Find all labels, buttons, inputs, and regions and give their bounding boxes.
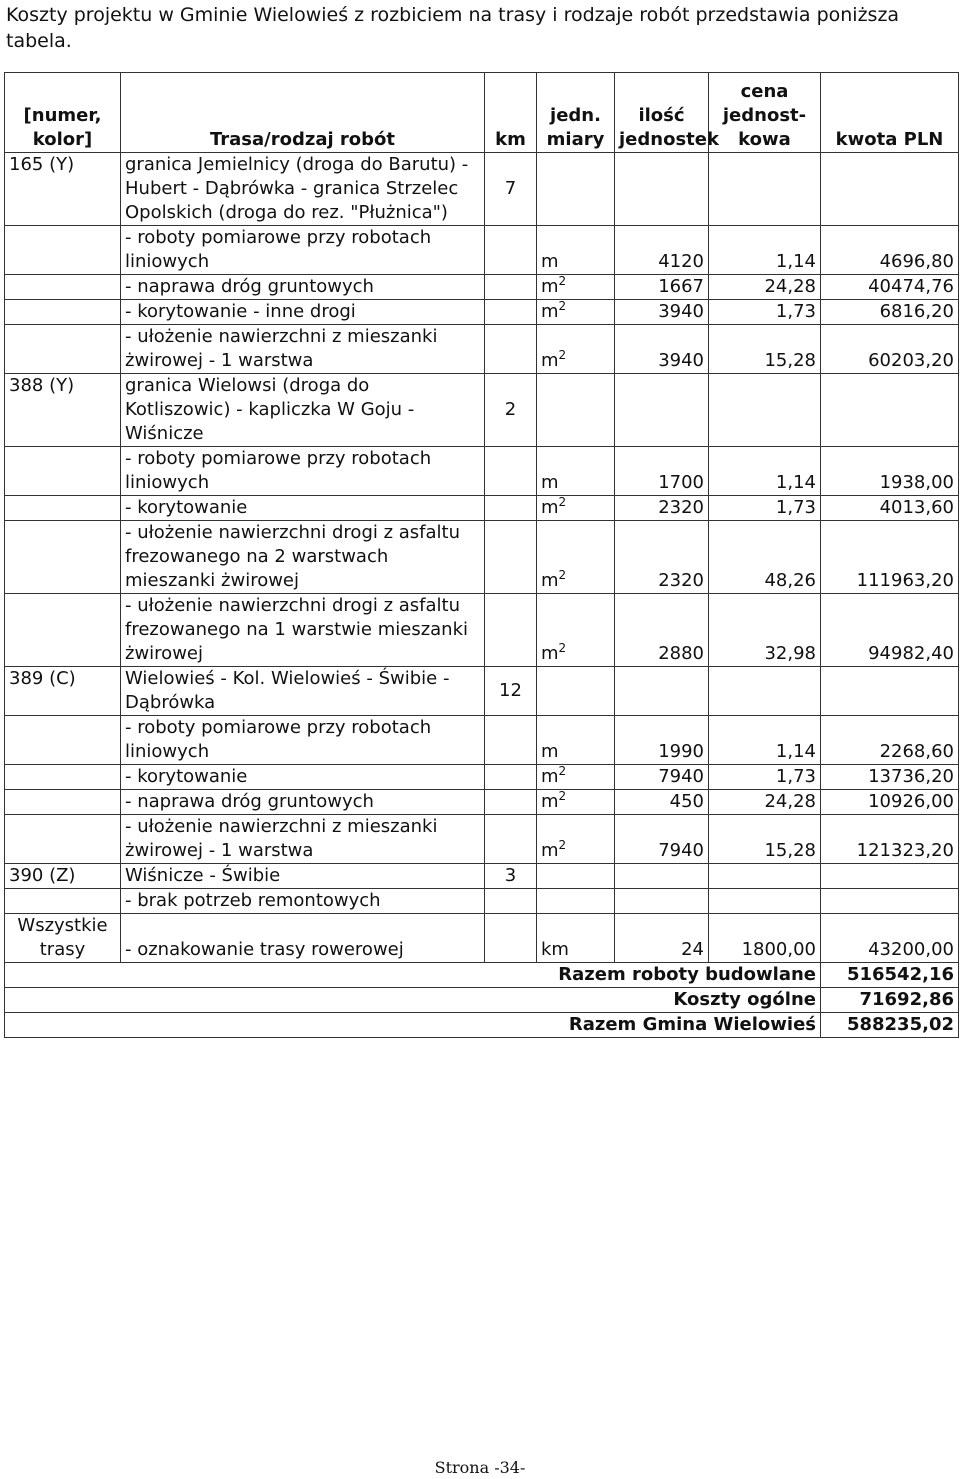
unit-price: 15,28 (709, 325, 821, 374)
unit-price: 48,26 (709, 521, 821, 594)
work-name: - roboty pomiarowe przy robotach liniowych (121, 447, 485, 496)
route-km: 12 (485, 667, 537, 716)
total-value: 71692,86 (821, 988, 959, 1013)
unit-empty (537, 864, 615, 889)
km-empty (485, 226, 537, 275)
amount-empty (821, 153, 959, 226)
route-id-empty (5, 521, 121, 594)
km-empty (485, 275, 537, 300)
unit (537, 325, 615, 374)
work-row (5, 275, 959, 300)
route-name: Wielowieś - Kol. Wielowieś - Świbie - Dąbrówka (121, 667, 485, 716)
unit-exponent: 2 (558, 495, 567, 509)
amount: 4696,80 (821, 226, 959, 275)
unit (537, 815, 615, 864)
amount: 6816,20 (821, 300, 959, 325)
route-km: 3 (485, 864, 537, 889)
qty-empty (615, 153, 709, 226)
qty-empty (615, 667, 709, 716)
amount: 111963,20 (821, 521, 959, 594)
unit-price: 1,14 (709, 447, 821, 496)
amount: 10926,00 (821, 790, 959, 815)
amount: 1938,00 (821, 447, 959, 496)
unit-text: m (541, 251, 559, 272)
header-kwota: kwota PLN (821, 73, 959, 153)
amount-empty (821, 667, 959, 716)
quantity: 2320 (615, 521, 709, 594)
work-name: - korytowanie (121, 765, 485, 790)
quantity: 1667 (615, 275, 709, 300)
unit-exponent: 2 (558, 274, 567, 288)
unit-text: m (541, 301, 559, 322)
unit (537, 447, 615, 496)
unit-text: m (541, 276, 559, 297)
km-empty (485, 300, 537, 325)
amount-empty (821, 374, 959, 447)
all-routes-row (5, 914, 959, 963)
km-empty (485, 594, 537, 667)
amount: 40474,76 (821, 275, 959, 300)
price-empty (709, 667, 821, 716)
price-empty (709, 374, 821, 447)
unit-empty (537, 374, 615, 447)
unit-price: 15,28 (709, 815, 821, 864)
work-row (5, 496, 959, 521)
header-jedn: jedn. miary (537, 73, 615, 153)
table-header (5, 73, 959, 153)
quantity: 1990 (615, 716, 709, 765)
total-label: Razem Gmina Wielowieś (5, 1013, 821, 1038)
unit-price: 1800,00 (709, 914, 821, 963)
km-empty (485, 790, 537, 815)
unit (537, 914, 615, 963)
unit-price: 1,14 (709, 716, 821, 765)
work-name: - ułożenie nawierzchni drogi z asfaltu frezowanego na 2 warstwach mieszanki żwirowej (121, 521, 485, 594)
route-id: 388 (Y) (5, 374, 121, 447)
route-id-empty (5, 275, 121, 300)
work-row (5, 447, 959, 496)
quantity (615, 889, 709, 914)
work-row (5, 889, 959, 914)
total-label: Razem roboty budowlane (5, 963, 821, 988)
unit-text: m (541, 643, 559, 664)
unit-exponent: 2 (558, 568, 567, 582)
cost-table (4, 72, 959, 1038)
work-row (5, 815, 959, 864)
amount: 2268,60 (821, 716, 959, 765)
unit (537, 594, 615, 667)
total-value: 588235,02 (821, 1013, 959, 1038)
route-id-empty (5, 594, 121, 667)
route-name: Wiśnicze - Świbie (121, 864, 485, 889)
route-id-empty (5, 889, 121, 914)
unit (537, 275, 615, 300)
total-row (5, 988, 959, 1013)
unit (537, 300, 615, 325)
qty-empty (615, 374, 709, 447)
km-empty (485, 447, 537, 496)
header-ilosc: ilość jednostek (615, 73, 709, 153)
unit-exponent: 2 (558, 641, 567, 655)
work-name: - oznakowanie trasy rowerowej (121, 914, 485, 963)
work-name: - roboty pomiarowe przy robotach liniowych (121, 716, 485, 765)
unit-empty (537, 153, 615, 226)
header-numer: [numer, kolor] (5, 73, 121, 153)
route-km: 7 (485, 153, 537, 226)
quantity: 450 (615, 790, 709, 815)
route-id: 390 (Z) (5, 864, 121, 889)
work-name: - ułożenie nawierzchni z mieszanki żwirowej - 1 warstwa (121, 815, 485, 864)
unit (537, 889, 615, 914)
route-id: Wszystkie trasy (5, 914, 121, 963)
amount: 4013,60 (821, 496, 959, 521)
unit-price: 1,73 (709, 765, 821, 790)
unit-empty (537, 667, 615, 716)
unit-text: m (541, 741, 559, 762)
route-row (5, 153, 959, 226)
route-id: 165 (Y) (5, 153, 121, 226)
route-id-empty (5, 226, 121, 275)
price-empty (709, 864, 821, 889)
unit-price: 24,28 (709, 275, 821, 300)
page-footer: Strona -34- (434, 1458, 526, 1477)
total-value: 516542,16 (821, 963, 959, 988)
unit-exponent: 2 (558, 348, 567, 362)
unit (537, 521, 615, 594)
unit (537, 496, 615, 521)
unit-text: m (541, 791, 559, 812)
quantity: 24 (615, 914, 709, 963)
work-name: - korytowanie (121, 496, 485, 521)
unit-price: 1,14 (709, 226, 821, 275)
unit-price: 1,73 (709, 300, 821, 325)
unit-exponent: 2 (558, 299, 567, 313)
work-row (5, 790, 959, 815)
work-name: - naprawa dróg gruntowych (121, 275, 485, 300)
amount: 13736,20 (821, 765, 959, 790)
quantity: 3940 (615, 325, 709, 374)
unit-exponent: 2 (558, 838, 567, 852)
quantity: 7940 (615, 765, 709, 790)
intro-text: Koszty projektu w Gminie Wielowieś z rozbiciem na trasy i rodzaje robót przedstawia poniższa tabela. (6, 4, 900, 52)
route-name: granica Jemielnicy (droga do Barutu) - Hubert - Dąbrówka - granica Strzelec Opolskich (droga do rez. "Płużnica") (121, 153, 485, 226)
amount: 43200,00 (821, 914, 959, 963)
header-cena: cena jednost-kowa (709, 73, 821, 153)
unit-exponent: 2 (558, 789, 567, 803)
header-km: km (485, 73, 537, 153)
route-id-empty (5, 447, 121, 496)
unit-text: m (541, 472, 559, 493)
quantity: 2880 (615, 594, 709, 667)
km-empty (485, 765, 537, 790)
unit-price: 1,73 (709, 496, 821, 521)
amount: 60203,20 (821, 325, 959, 374)
unit-price: 24,28 (709, 790, 821, 815)
unit (537, 765, 615, 790)
unit-text: km (541, 939, 569, 960)
km-empty (485, 716, 537, 765)
unit-text: m (541, 766, 559, 787)
unit-price: 32,98 (709, 594, 821, 667)
quantity: 4120 (615, 226, 709, 275)
amount-empty (821, 864, 959, 889)
km-empty (485, 496, 537, 521)
unit-text: m (541, 840, 559, 861)
route-row (5, 667, 959, 716)
quantity: 1700 (615, 447, 709, 496)
route-id-empty (5, 716, 121, 765)
unit (537, 226, 615, 275)
route-id-empty (5, 765, 121, 790)
km-empty (485, 325, 537, 374)
amount: 94982,40 (821, 594, 959, 667)
work-name: - ułożenie nawierzchni z mieszanki żwirowej - 1 warstwa (121, 325, 485, 374)
quantity: 2320 (615, 496, 709, 521)
work-row (5, 521, 959, 594)
route-id-empty (5, 815, 121, 864)
work-row (5, 765, 959, 790)
route-id-empty (5, 790, 121, 815)
work-name: - roboty pomiarowe przy robotach liniowych (121, 226, 485, 275)
route-id-empty (5, 325, 121, 374)
work-name: - ułożenie nawierzchni drogi z asfaltu frezowanego na 1 warstwie mieszanki żwirowej (121, 594, 485, 667)
unit-text: m (541, 497, 559, 518)
header-trasa: Trasa/rodzaj robót (121, 73, 485, 153)
route-id: 389 (C) (5, 667, 121, 716)
route-row (5, 374, 959, 447)
km-empty (485, 889, 537, 914)
route-row (5, 864, 959, 889)
amount (821, 889, 959, 914)
price-empty (709, 153, 821, 226)
quantity: 3940 (615, 300, 709, 325)
work-row (5, 325, 959, 374)
km-empty (485, 521, 537, 594)
unit-text: m (541, 350, 559, 371)
total-row (5, 1013, 959, 1038)
total-label: Koszty ogólne (5, 988, 821, 1013)
quantity: 7940 (615, 815, 709, 864)
unit (537, 790, 615, 815)
unit-price (709, 889, 821, 914)
total-row (5, 963, 959, 988)
unit-text: m (541, 570, 559, 591)
km-empty (485, 914, 537, 963)
km-empty (485, 815, 537, 864)
amount: 121323,20 (821, 815, 959, 864)
work-row (5, 594, 959, 667)
route-km: 2 (485, 374, 537, 447)
work-name: - brak potrzeb remontowych (121, 889, 485, 914)
route-id-empty (5, 496, 121, 521)
qty-empty (615, 864, 709, 889)
route-id-empty (5, 300, 121, 325)
work-name: - korytowanie - inne drogi (121, 300, 485, 325)
work-row (5, 716, 959, 765)
unit (537, 716, 615, 765)
work-name: - naprawa dróg gruntowych (121, 790, 485, 815)
route-name: granica Wielowsi (droga do Kotliszowic) - kapliczka W Goju - Wiśnicze (121, 374, 485, 447)
work-row (5, 226, 959, 275)
work-row (5, 300, 959, 325)
unit-exponent: 2 (558, 764, 567, 778)
